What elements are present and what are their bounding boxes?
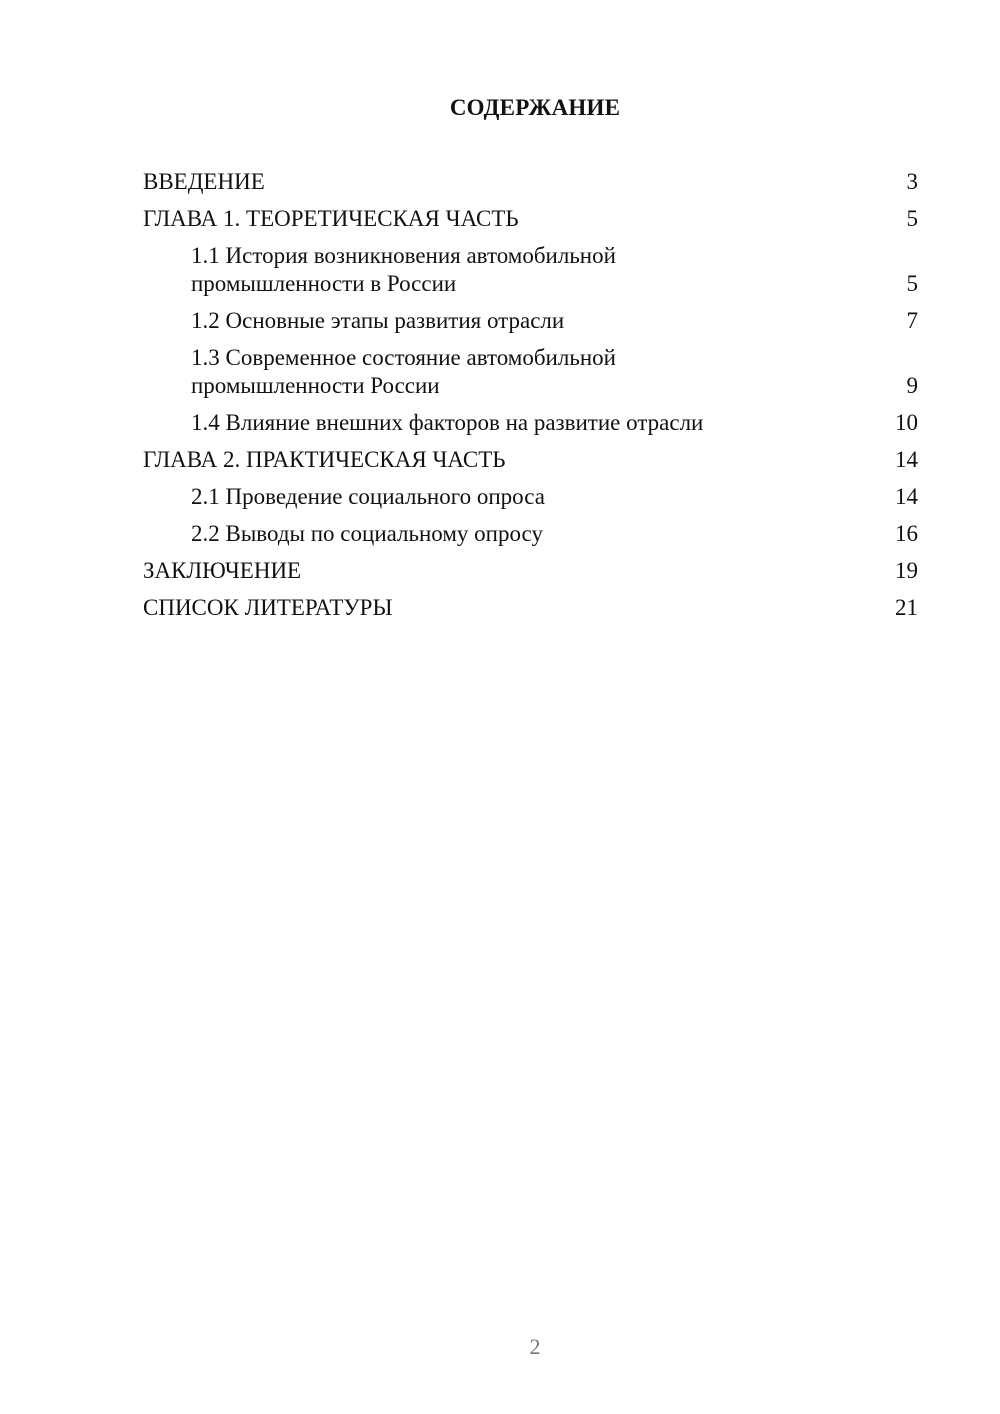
toc-entry-page: 5: [906, 271, 918, 296]
toc-entry-section-1-4[interactable]: [143, 409, 918, 437]
table-of-contents: [143, 168, 918, 631]
toc-entry-page: 14: [895, 447, 918, 472]
toc-entry-text: ЗАКЛЮЧЕНИЕ: [143, 558, 302, 583]
toc-entry-section-1-2[interactable]: [143, 307, 918, 335]
toc-entry-page: 10: [895, 410, 918, 435]
toc-entry-page: 5: [906, 206, 918, 231]
toc-entry-text: 1.2 Основные этапы развития отрасли: [191, 308, 565, 333]
toc-title: СОДЕРЖАНИЕ: [449, 95, 621, 120]
toc-entry-page: 3: [906, 169, 918, 194]
toc-entry-page: 16: [895, 521, 918, 546]
toc-entry-text: 1.4 Влияние внешних факторов на развитие отрасли: [191, 410, 704, 435]
toc-entry-text: 2.2 Выводы по социальному опросу: [191, 521, 543, 546]
toc-entry-page: 21: [895, 595, 918, 620]
toc-entry-text: 2.1 Проведение социального опроса: [191, 484, 545, 509]
toc-entry-introduction[interactable]: [143, 168, 918, 196]
toc-entry-text: 1.3 Современное состояние автомобильной промышленности России: [191, 345, 616, 398]
toc-entry-section-1-3[interactable]: [143, 344, 918, 400]
toc-entry-text: ВВЕДЕНИЕ: [143, 169, 265, 194]
toc-entry-text: ГЛАВА 1. ТЕОРЕТИЧЕСКАЯ ЧАСТЬ: [143, 206, 519, 231]
toc-entry-text: 1.1 История возникновения автомобильной промышленности в России: [191, 243, 616, 296]
toc-entry-text: ГЛАВА 2. ПРАКТИЧЕСКАЯ ЧАСТЬ: [143, 447, 506, 472]
toc-entry-chapter-1[interactable]: [143, 205, 918, 233]
toc-entry-section-1-1[interactable]: [143, 242, 918, 298]
toc-entry-text: СПИСОК ЛИТЕРАТУРЫ: [143, 595, 393, 620]
toc-entry-page: 9: [906, 373, 918, 398]
toc-entry-references[interactable]: [143, 594, 918, 622]
page-number: 2: [529, 1334, 541, 1359]
toc-entry-page: 19: [895, 558, 918, 583]
toc-entry-page: 14: [895, 484, 918, 509]
toc-entry-section-2-2[interactable]: [143, 520, 918, 548]
toc-entry-chapter-2[interactable]: [143, 446, 918, 474]
toc-entry-section-2-1[interactable]: [143, 483, 918, 511]
toc-entry-conclusion[interactable]: [143, 557, 918, 585]
toc-entry-page: 7: [906, 308, 918, 333]
